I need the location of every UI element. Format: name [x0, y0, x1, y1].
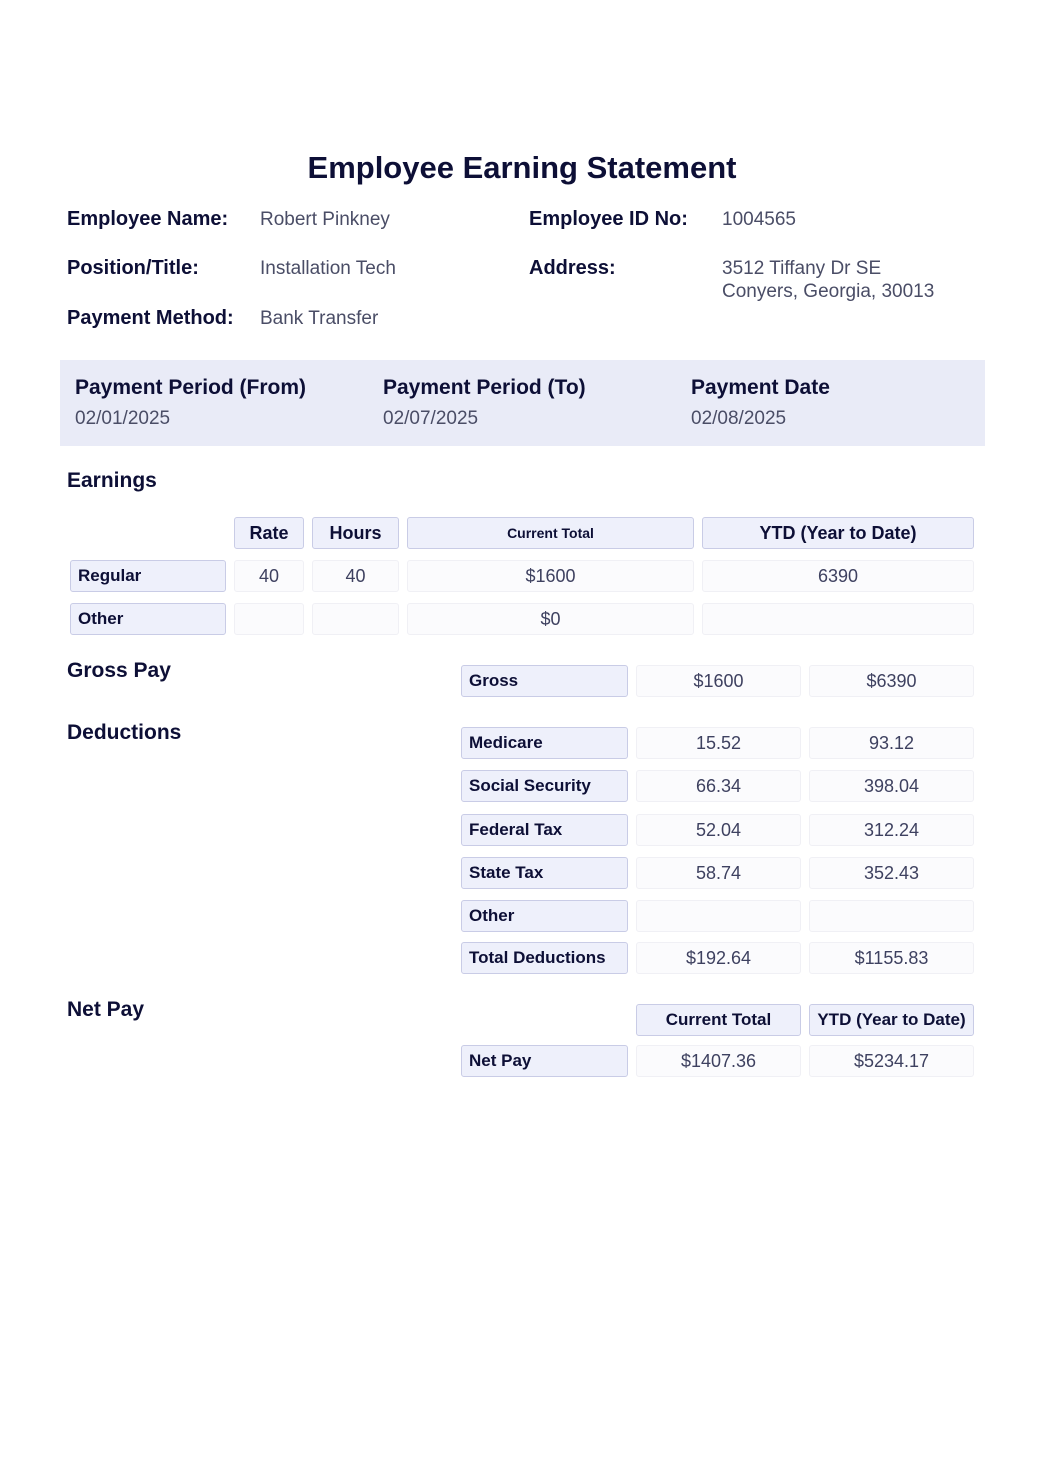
gross-ytd: $6390: [809, 665, 974, 697]
payment-period-band: [60, 360, 985, 446]
net-pay-section-title: Net Pay: [67, 998, 145, 1021]
deduction-medicare-ytd: 93.12: [809, 727, 974, 759]
earnings-header-hours: Hours: [312, 517, 399, 549]
total-deductions-current: $192.64: [636, 942, 801, 974]
address-line-2: Conyers, Georgia, 30013: [722, 281, 935, 302]
address-value: [722, 257, 934, 303]
gross-label: Gross: [461, 665, 628, 697]
earnings-regular-hours: 40: [312, 560, 399, 592]
period-to-value: 02/07/2025: [383, 408, 479, 429]
gross-current: $1600: [636, 665, 801, 697]
earnings-regular-rate: 40: [234, 560, 304, 592]
deduction-federal-tax-current: 52.04: [636, 814, 801, 846]
gross-pay-section-title: Gross Pay: [67, 659, 171, 682]
payment-method-label: Payment Method:: [67, 307, 234, 329]
net-pay-label: Net Pay: [461, 1045, 628, 1077]
deduction-medicare-label: Medicare: [461, 727, 628, 759]
period-from-label: Payment Period (From): [75, 376, 307, 399]
total-deductions-ytd: $1155.83: [809, 942, 974, 974]
address-label: Address:: [529, 257, 616, 279]
earnings-row-other-label: Other: [70, 603, 226, 635]
deductions-section-title: Deductions: [67, 721, 182, 744]
earnings-regular-current-total: $1600: [407, 560, 694, 592]
net-header-current-total: Current Total: [636, 1004, 801, 1036]
deduction-other-current: [636, 900, 801, 932]
earnings-header-current-total: Current Total: [407, 517, 694, 549]
position-label: Position/Title:: [67, 257, 199, 279]
deduction-state-tax-ytd: 352.43: [809, 857, 974, 889]
earnings-row-regular-label: Regular: [70, 560, 226, 592]
earnings-regular-ytd: 6390: [702, 560, 974, 592]
payment-date-value: 02/08/2025: [691, 408, 787, 429]
deduction-other-ytd: [809, 900, 974, 932]
page-title: Employee Earning Statement: [307, 150, 737, 185]
earnings-header-ytd: YTD (Year to Date): [702, 517, 974, 549]
deduction-medicare-current: 15.52: [636, 727, 801, 759]
net-pay-ytd: $5234.17: [809, 1045, 974, 1077]
earnings-other-rate: [234, 603, 304, 635]
earnings-header-rate: Rate: [234, 517, 304, 549]
deduction-state-tax-label: State Tax: [461, 857, 628, 889]
earnings-other-current-total: $0: [407, 603, 694, 635]
net-header-ytd: YTD (Year to Date): [809, 1004, 974, 1036]
address-line-1: 3512 Tiffany Dr SE: [722, 258, 882, 279]
deduction-other-label: Other: [461, 900, 628, 932]
deduction-social-security-ytd: 398.04: [809, 770, 974, 802]
period-from-value: 02/01/2025: [75, 408, 171, 429]
employee-name-label: Employee Name:: [67, 208, 229, 230]
position-value: Installation Tech: [260, 258, 396, 279]
earnings-other-ytd: [702, 603, 974, 635]
net-pay-current: $1407.36: [636, 1045, 801, 1077]
payment-method-value: Bank Transfer: [260, 308, 379, 329]
employee-id-value: 1004565: [722, 209, 796, 230]
employee-name-value: Robert Pinkney: [260, 209, 390, 230]
deduction-social-security-label: Social Security: [461, 770, 628, 802]
employee-id-label: Employee ID No:: [529, 208, 688, 230]
earnings-section-title: Earnings: [67, 469, 157, 492]
earnings-other-hours: [312, 603, 399, 635]
deduction-federal-tax-ytd: 312.24: [809, 814, 974, 846]
deduction-state-tax-current: 58.74: [636, 857, 801, 889]
period-to-label: Payment Period (To): [383, 376, 586, 399]
total-deductions-label: Total Deductions: [461, 942, 628, 974]
deduction-federal-tax-label: Federal Tax: [461, 814, 628, 846]
payment-date-label: Payment Date: [691, 376, 830, 399]
deduction-social-security-current: 66.34: [636, 770, 801, 802]
